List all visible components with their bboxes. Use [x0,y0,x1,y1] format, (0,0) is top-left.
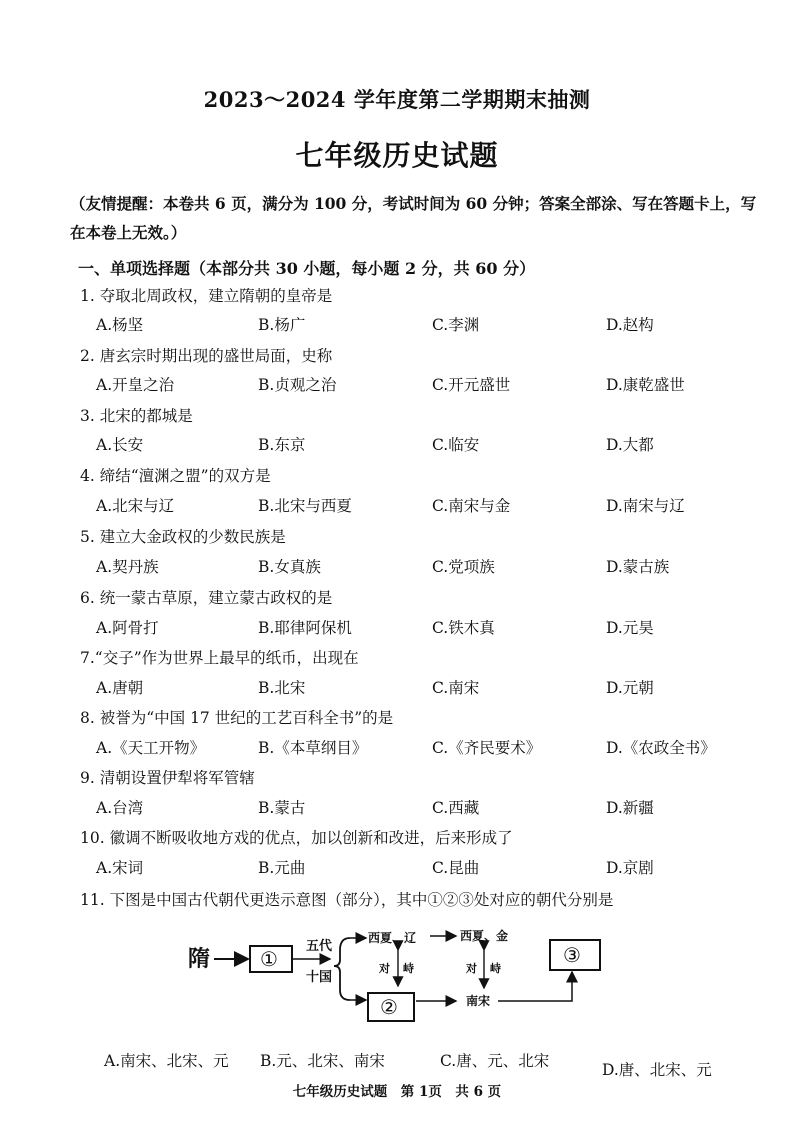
diagram-brace [334,938,350,1000]
question-stem: 9. 清朝设置伊犁将军管辖 [80,769,255,787]
diagram-box-1-label: ① [260,947,278,971]
page-footer: 七年级历史试题 第 1页 共 6 页 [292,1084,502,1100]
question-stem: 3. 北宋的都城是 [80,407,193,425]
question-stem: 7.“交子”作为世界上最早的纸币，出现在 [80,649,359,667]
arrow-nansong-to-box-3 [498,972,572,1001]
diagram-label-xixia-jin: 西夏、金 [460,929,509,943]
option-a: A.南宋、北宋、元 [104,1052,229,1070]
option-d: D.新疆 [606,799,654,817]
option-b: B.元曲 [258,859,306,877]
diagram-label-xixia-liao: 西夏、辽 [368,931,417,945]
option-d: D.元昊 [606,619,654,637]
option-c: C.开元盛世 [432,376,511,394]
option-b: B.贞观之治 [258,376,337,394]
option-d: D.康乾盛世 [606,376,685,394]
option-c: C.李渊 [432,316,480,334]
option-a: A.台湾 [96,799,144,817]
diagram-label-zhi-1: 峙 [403,962,414,975]
option-d: D.京剧 [606,859,654,877]
diagram-label-zhi-2: 峙 [490,962,501,975]
option-b: B.《本草纲目》 [258,739,368,757]
question-stem: 6. 统一蒙古草原，建立蒙古政权的是 [80,589,333,607]
option-a: A.《天工开物》 [96,739,206,757]
option-a: A.宋词 [96,859,144,877]
option-d: D.大都 [606,436,654,454]
option-d: D.南宋与辽 [606,497,685,515]
question-stem: 8. 被誉为“中国 17 世纪的工艺百科全书”的是 [80,709,394,727]
option-d: D.蒙古族 [606,558,670,576]
option-c: C.铁木真 [432,619,495,637]
diagram-label-shiguo: 十国 [306,970,333,985]
option-c: C.临安 [432,436,480,454]
question-stem: 4. 缔结“澶渊之盟”的双方是 [80,467,271,485]
option-b: B.蒙古 [258,799,306,817]
question-stem: 5. 建立大金政权的少数民族是 [80,528,286,546]
question-stem: 1. 夺取北周政权，建立隋朝的皇帝是 [80,287,333,305]
option-c: C.南宋 [432,679,480,697]
option-d: D.《农政全书》 [606,739,716,757]
option-c: C.唐、元、北宋 [440,1052,550,1070]
option-b: B.女真族 [258,558,321,576]
option-b: B.耶律阿保机 [258,619,352,637]
diagram-box-2-label: ② [380,995,398,1019]
option-b: B.杨广 [258,316,306,334]
option-a: A.阿骨打 [96,619,159,637]
question-stem: 2. 唐玄宗时期出现的盛世局面，史称 [80,347,333,365]
diagram-label-dui-1: 对 [379,962,390,975]
option-a: A.杨坚 [96,316,144,334]
dynasty-diagram [180,920,620,1040]
option-b: B.北宋与西夏 [258,497,352,515]
option-b: B.北宋 [258,679,306,697]
option-d: D.唐、北宋、元 [602,1061,712,1079]
option-c: C.西藏 [432,799,480,817]
option-c: C.《齐民要术》 [432,739,542,757]
diagram-label-wudai: 五代 [306,939,333,954]
option-c: C.党项族 [432,558,495,576]
diagram-label-dui-2: 对 [466,962,477,975]
option-a: A.长安 [96,436,144,454]
option-a: A.契丹族 [96,558,159,576]
option-b: B.元、北宋、南宋 [260,1052,385,1070]
diagram-box-3-label: ③ [563,943,581,967]
question-stem: 10. 徽调不断吸收地方戏的优点，加以创新和改进，后来形成了 [80,829,513,847]
option-a: A.开皇之治 [96,376,175,394]
option-b: B.东京 [258,436,306,454]
diagram-label-sui: 隋 [188,946,211,972]
option-c: C.南宋与金 [432,497,511,515]
diagram-label-nansong: 南宋 [466,994,491,1008]
exam-notice: （友情提醒：本卷共 6 页，满分为 100 分，考试时间为 60 分钟；答案全部涂、写在答题卡上，写在本卷上无效。） [70,194,757,242]
section-heading: 一、单项选择题（本部分共 30 小题，每小题 2 分，共 60 分） [78,259,536,278]
option-c: C.昆曲 [432,859,480,877]
exam-title: 2023～2024 学年度第二学期期末抽测 [203,87,591,112]
exam-subject-title: 七年级历史试题 [295,139,499,172]
option-d: D.元朝 [606,679,654,697]
option-a: A.唐朝 [96,679,144,697]
option-a: A.北宋与辽 [96,497,175,515]
option-d: D.赵构 [606,316,654,334]
question-stem: 11. 下图是中国古代朝代更迭示意图（部分），其中①②③处对应的朝代分别是 [80,891,614,909]
